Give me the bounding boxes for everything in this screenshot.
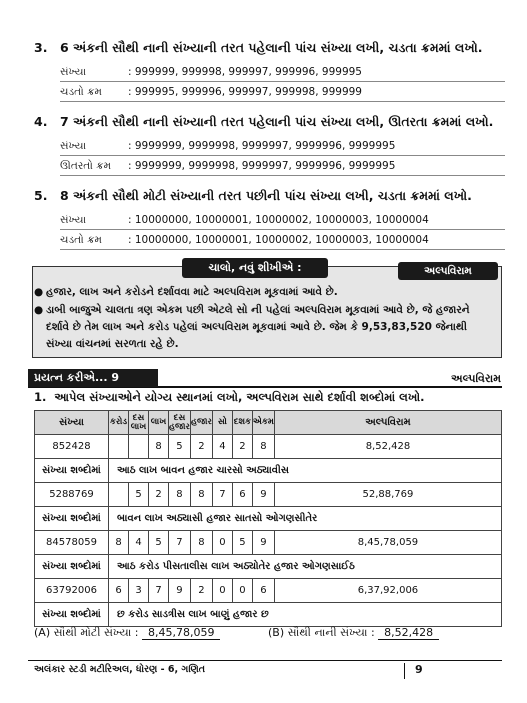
question-text: 8 અંકની સૌથી મોટી સંખ્યાની તરત પછીની પાંચ સંખ્યા લખી, ચડતા ક્રમમાં લખો. <box>60 188 472 203</box>
words-label: સંખ્યા શબ્દોમાં <box>35 459 109 483</box>
table-row <box>35 579 502 603</box>
words-cell: આઠ કરોડ પીસતાલીસ લાખ અઠ્યોતેર હજાર ઓગણસાઈઠ <box>109 555 502 579</box>
digit-cell: 5 <box>149 531 169 555</box>
question-4 <box>34 114 493 130</box>
comma-cell: 8,52,428 <box>274 435 501 459</box>
number-cell: 84578059 <box>35 531 109 555</box>
digit-cell: 4 <box>212 435 232 459</box>
place-value-table <box>34 410 502 627</box>
digit-cell <box>129 435 149 459</box>
row-label: સંખ્યા <box>60 214 87 226</box>
row-label: સંખ્યા <box>60 140 87 152</box>
table-row <box>35 435 502 459</box>
answer-largest: (A) સૌથી મોટી સંખ્યા : 8,45,78,059 <box>34 626 220 640</box>
digit-cell: 4 <box>129 531 149 555</box>
row-value: : 9999999, 9999998, 9999997, 9999996, 9999995 <box>128 160 396 172</box>
digit-cell: 2 <box>232 435 252 459</box>
question-number: 5. <box>34 188 48 203</box>
row-value: : 9999999, 9999998, 9999997, 9999996, 9999995 <box>128 140 396 152</box>
answer-row <box>60 232 505 250</box>
page-footer <box>28 660 502 678</box>
bullet-icon: ● <box>34 286 44 298</box>
words-cell: છ કરોડ સાડત્રીસ લાખ બાણું હજાર છ <box>109 603 502 627</box>
header-lakh: લાખ <box>149 411 169 435</box>
question-3 <box>34 40 483 56</box>
words-cell: આઠ લાખ બાવન હજાર ચારસો અઠ્યાવીસ <box>109 459 502 483</box>
answer-row <box>60 138 505 156</box>
question-text: 7 અંકની સૌથી નાની સંખ્યાની તરત પહેલાની પાંચ સંખ્યા લખી, ઊતરતા ક્રમમાં લખો. <box>60 114 494 129</box>
digit-cell: 9 <box>252 531 274 555</box>
row-label: ચડતો ક્રમ <box>60 234 102 246</box>
digit-cell: 6 <box>252 579 274 603</box>
header-ten: દશક <box>232 411 252 435</box>
question-5 <box>34 188 472 204</box>
words-label: સંખ્યા શબ્દોમાં <box>35 555 109 579</box>
header-thousand: હજાર <box>190 411 212 435</box>
answer-row <box>60 64 505 82</box>
digit-cell: 9 <box>169 579 191 603</box>
header-comma: અલ્પવિરામ <box>274 411 501 435</box>
header-ten-thousand: દસ હજાર <box>169 411 191 435</box>
digit-cell: 8 <box>109 531 129 555</box>
answer-row <box>60 212 505 230</box>
answer-row <box>60 158 505 176</box>
row-label: ચડતો ક્રમ <box>60 86 102 98</box>
row-label: ઊતરતો ક્રમ <box>60 160 111 172</box>
answer-smallest: (B) સૌથી નાની સંખ્યા : 8,52,428 <box>268 626 439 640</box>
comma-cell: 6,37,92,006 <box>274 579 501 603</box>
header-crore: કરોડ <box>109 411 129 435</box>
table-row <box>35 531 502 555</box>
comma-cell: 52,88,769 <box>274 483 501 507</box>
answer-value: 8,52,428 <box>378 626 439 640</box>
digit-cell: 0 <box>212 579 232 603</box>
table-words-row <box>35 459 502 483</box>
row-label: સંખ્યા <box>60 66 87 78</box>
number-cell: 5288769 <box>35 483 109 507</box>
practice-tag: પ્રયત્ન કરીએ... 9 <box>28 369 158 387</box>
digit-cell: 0 <box>212 531 232 555</box>
bullet-icon: ● <box>34 304 44 316</box>
digit-cell: 5 <box>232 531 252 555</box>
digit-cell: 2 <box>190 579 212 603</box>
learn-bullet: ● ડાબી બાજુએ ચાલતા ત્રણ એકમ પછી એટલે સો ની પહેલાં અલ્પવિરામ મૂકવામાં આવે છે, જે હજારને દર્શાવે છે તેમ લાખ અને કરોડ પહેલાં અલ્પવિરામ મૂકવામાં આવે છે. જેમ કે 9,53,83,520 જેનાથી સંખ્યા વાંચનમાં સરળતા રહે છે. <box>34 304 470 350</box>
digit-cell: 8 <box>169 483 191 507</box>
learn-box-tag: અલ્પવિરામ <box>398 262 498 280</box>
digit-cell: 5 <box>169 435 191 459</box>
digit-cell: 6 <box>232 483 252 507</box>
words-label: સંખ્યા શબ્દોમાં <box>35 603 109 627</box>
digit-cell: 7 <box>169 531 191 555</box>
table-row <box>35 483 502 507</box>
header-ten-lakh: દસ લાખ <box>129 411 149 435</box>
question-number: 4. <box>34 114 48 129</box>
digit-cell: 2 <box>149 483 169 507</box>
digit-cell: 0 <box>232 579 252 603</box>
table-body <box>35 435 502 627</box>
number-cell: 852428 <box>35 435 109 459</box>
words-cell: બાવન લાખ અઠ્યાસી હજાર સાતસો ઓગણસીતેર <box>109 507 502 531</box>
digit-cell: 2 <box>190 435 212 459</box>
digit-cell: 8 <box>149 435 169 459</box>
digit-cell: 9 <box>252 483 274 507</box>
header-unit: એકમ <box>252 411 274 435</box>
comma-cell: 8,45,78,059 <box>274 531 501 555</box>
table-words-row <box>35 555 502 579</box>
row-value: : 999995, 999996, 999997, 999998, 999999 <box>128 86 362 98</box>
digit-cell: 3 <box>129 579 149 603</box>
table-words-row <box>35 603 502 627</box>
digit-cell: 8 <box>190 483 212 507</box>
learn-box-title: ચાલો, નવું શીખીએ : <box>182 258 328 278</box>
digit-cell: 7 <box>212 483 232 507</box>
digit-cell: 6 <box>109 579 129 603</box>
words-label: સંખ્યા શબ્દોમાં <box>35 507 109 531</box>
footer-text: અલંકાર સ્ટડી મટીરિઅલ, ધોરણ - 6, ગણિત <box>34 664 206 675</box>
learn-bullet: ● હજાર, લાખ અને કરોડને દર્શાવવા માટે અલ્પવિરામ મૂકવામાં આવે છે. <box>46 284 496 301</box>
row-value: : 10000000, 10000001, 10000002, 10000003, 10000004 <box>128 234 429 246</box>
row-value: : 999999, 999998, 999997, 999996, 999995 <box>128 66 362 78</box>
question-number: 3. <box>34 40 48 55</box>
answer-value: 8,45,78,059 <box>142 626 220 640</box>
digit-cell: 8 <box>190 531 212 555</box>
question-number: 1. <box>34 390 47 404</box>
table-words-row <box>35 507 502 531</box>
digit-cell: 7 <box>149 579 169 603</box>
digit-cell: 5 <box>129 483 149 507</box>
digit-cell <box>109 483 129 507</box>
practice-instruction: 1. આપેલ સંખ્યાઓને યોગ્ય સ્થાનમાં લખો, અલ્પવિરામ સાથે દર્શાવી શબ્દોમાં લખો. <box>34 390 425 404</box>
digit-cell: 8 <box>252 435 274 459</box>
header-number: સંખ્યા <box>35 411 109 435</box>
practice-topic: અલ્પવિરામ <box>451 372 501 385</box>
page-number: 9 <box>404 663 423 679</box>
question-text: 6 અંકની સૌથી નાની સંખ્યાની તરત પહેલાની પાંચ સંખ્યા લખી, ચડતા ક્રમમાં લખો. <box>60 40 483 55</box>
header-hundred: સો <box>212 411 232 435</box>
answer-row <box>60 84 505 102</box>
digit-cell <box>109 435 129 459</box>
number-cell: 63792006 <box>35 579 109 603</box>
row-value: : 10000000, 10000001, 10000002, 10000003, 10000004 <box>128 214 429 226</box>
table-header-row <box>35 411 502 435</box>
